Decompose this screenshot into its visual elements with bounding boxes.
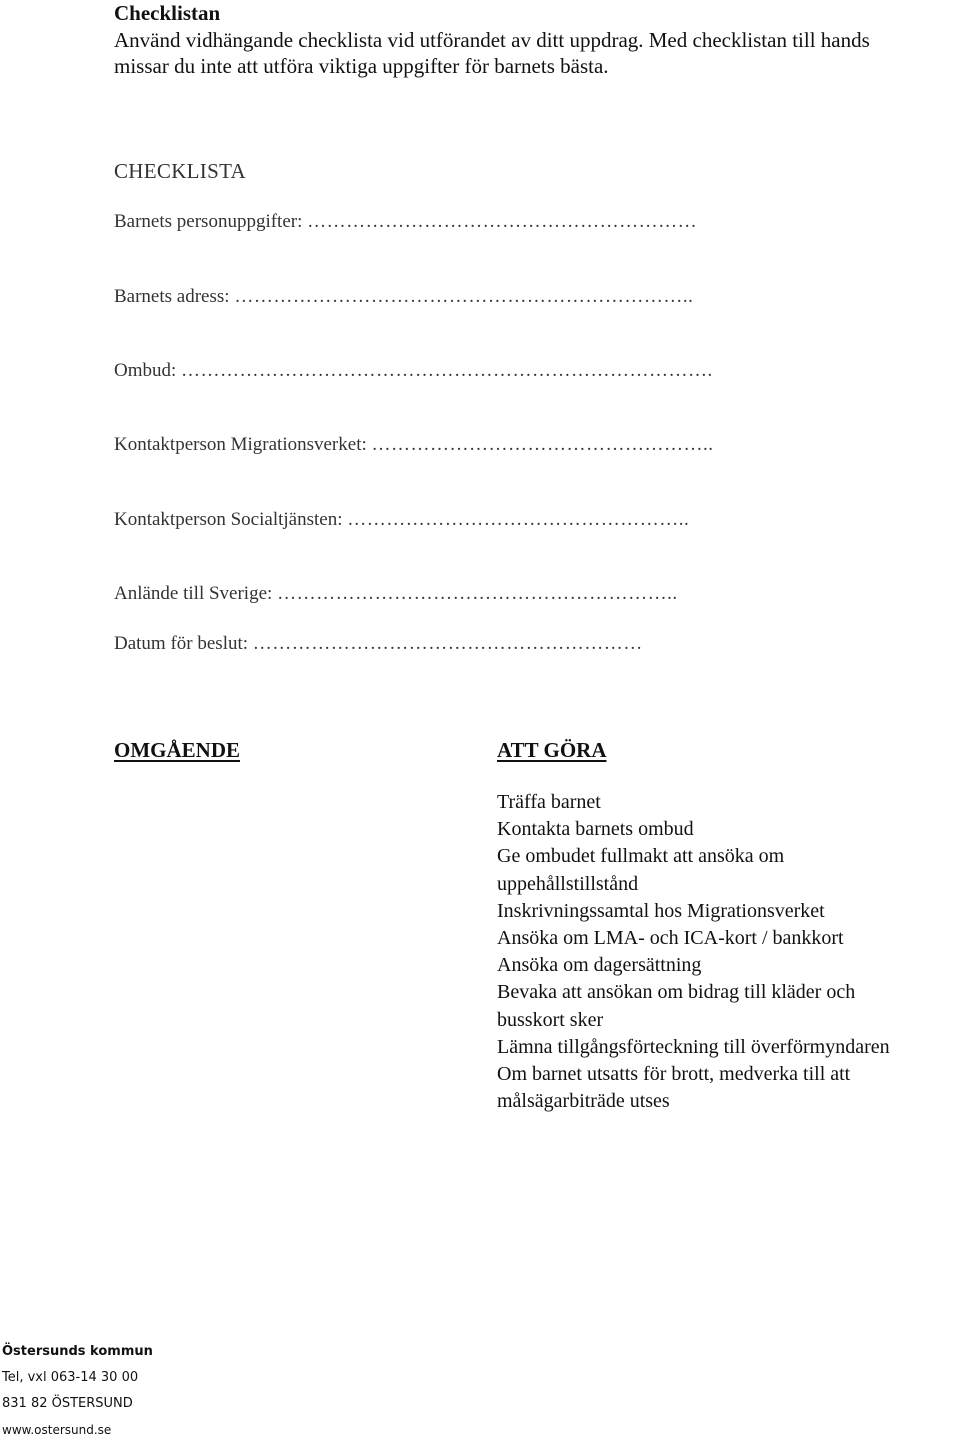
document-title: Checklistan [114,1,221,25]
field-contact-social-services [114,507,689,533]
field-label: Kontaktperson Socialtjänsten: [114,509,343,530]
field-fill-line: …………………………………………….. [347,509,690,530]
field-label: Datum för beslut: [114,633,249,654]
list-item: Om barnet utsatts för brott, medverka till att [497,1063,851,1086]
field-fill-line: …………………………………………………… [307,211,698,232]
checklist-heading: CHECKLISTA [114,159,246,183]
list-item: Bevaka att ansökan om bidrag till kläder och [497,981,856,1004]
list-item: Inskrivningssamtal hos Migrationsverket [497,899,825,922]
field-representative [114,358,713,384]
column-heading-to-do: ATT GÖRA [497,738,607,762]
list-item: Kontakta barnets ombud [497,818,694,841]
field-arrival-date [114,581,678,607]
list-item: Ansöka om LMA- och ICA-kort / bankkort [497,927,844,950]
intro-line: missar du inte att utföra viktiga uppgifter för barnets bästa. [114,54,609,78]
field-fill-line: …………………………………………….. [371,434,714,455]
field-label: Barnets adress: [114,286,230,307]
list-item: Ansöka om dagersättning [497,954,702,977]
field-child-personal-data [114,209,697,235]
footer-org-name: Östersunds kommun [2,1344,153,1359]
field-fill-line: …………………………………………………… [252,633,643,654]
footer-contact [2,1339,153,1443]
column-heading-immediately: OMGÅENDE [114,738,240,762]
field-fill-line: …………………………………………………………….. [234,286,694,307]
list-item: uppehållstillstånd [497,872,639,895]
footer-address: 831 82 ÖSTERSUND [2,1396,133,1411]
field-fill-line: ………………………………………………………………………. [181,360,713,381]
footer-website-link[interactable]: www.ostersund.se [2,1423,112,1437]
list-item: busskort sker [497,1008,604,1031]
field-child-address [114,284,693,310]
todo-list [497,789,890,1115]
list-item: Lämna tillgångsförteckning till överförmyndaren [497,1035,890,1058]
field-label: Anlände till Sverige: [114,583,273,604]
field-label: Kontaktperson Migrationsverket: [114,434,367,455]
field-contact-migration-agency [114,432,714,458]
field-label: Barnets personuppgifter: [114,211,303,232]
list-item: Träffa barnet [497,791,601,813]
field-decision-date [114,631,643,657]
field-fill-line: …………………………………………………….. [277,583,678,604]
list-item: målsägarbiträde utses [497,1090,670,1113]
intro-line: Använd vidhängande checklista vid utförandet av ditt uppdrag. Med checklistan till hands [114,28,870,52]
footer-phone: Tel, vxl 063-14 30 00 [2,1370,139,1385]
intro-paragraph [114,27,870,79]
field-label: Ombud: [114,360,177,381]
list-item: Ge ombudet fullmakt att ansöka om [497,845,785,868]
